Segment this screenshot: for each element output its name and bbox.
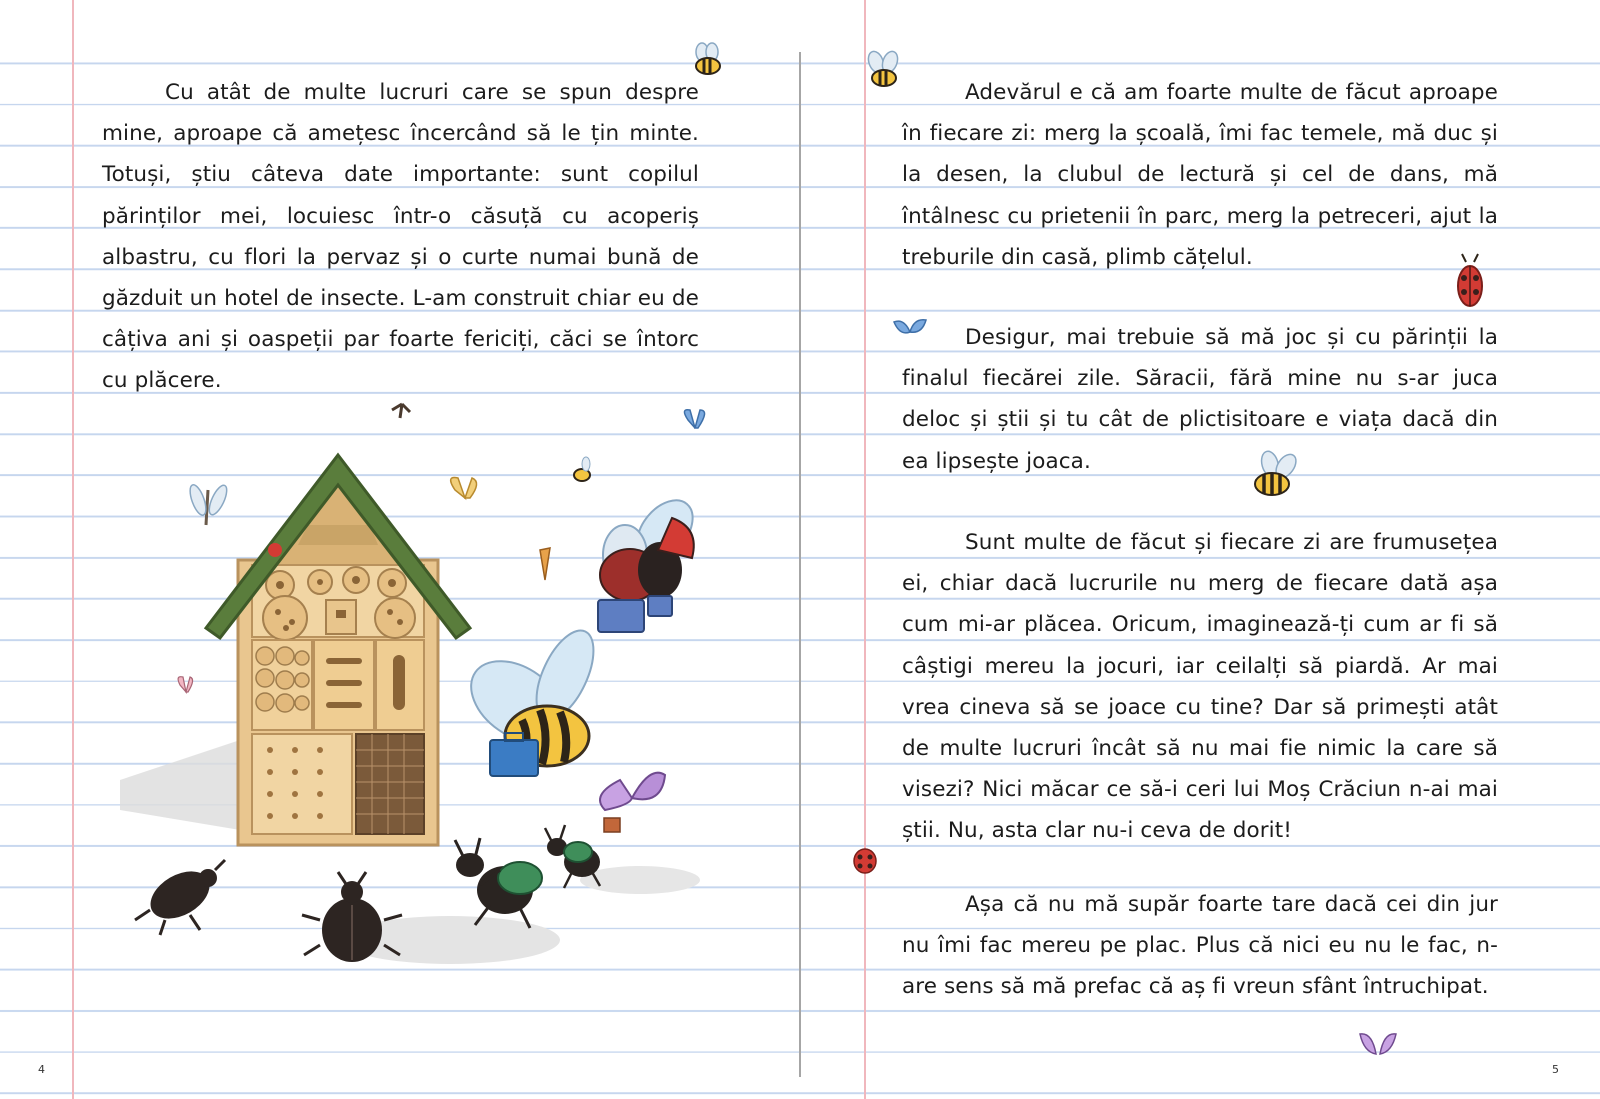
- butterfly-with-bag: [600, 773, 665, 832]
- ant-with-green-backpack: [455, 838, 542, 928]
- page-number-right: 5: [1552, 1063, 1559, 1076]
- purple-butterfly-icon: [1356, 1030, 1400, 1060]
- blue-butterfly-icon: [892, 318, 928, 342]
- right-paragraph-3: Sunt multe de făcut și fiecare zi are frumusețea ei, chiar dacă lucrurile nu merg de fiecare dată așa cum mi-ar plăcea. Oricum, imaginează-ți cum ar fi să câștigi mereu la jocuri, iar ceilalți să piardă. Ar mai vrea cineva să se joace cu tine? Dar să primești atât de multe lucruri încât să nu mai fie nimic la care să visezi? Nici măcar ce să-i ceri lui Moș Crăciun n-ai mai știi. Nu, asta clar nu-i ceva de dorit!: [902, 530, 1498, 844]
- book-gutter: [799, 52, 801, 1077]
- bee-middle-right-page: [1250, 452, 1300, 498]
- pink-butterfly-small: [178, 677, 192, 692]
- ladybug-small: [852, 845, 878, 875]
- right-paragraph-2: Desigur, mai trebuie să mă joc și cu părinții la finalul fiecărei zile. Săracii, fără mine nu s-ar juca deloc și știi și tu cât de plictisitoare e viața dacă din ea lipsește joaca.: [902, 325, 1498, 474]
- small-fly: [392, 404, 410, 418]
- bee-with-suitcase: [456, 622, 605, 776]
- small-bee: [574, 457, 590, 481]
- orange-moth: [540, 548, 550, 580]
- beetle-left: [135, 860, 225, 935]
- left-margin-line: [72, 0, 74, 1099]
- beetle-middle: [302, 872, 402, 962]
- small-moth: [451, 478, 477, 499]
- right-margin-line: [864, 0, 866, 1099]
- right-paragraph-4: Așa că nu mă supăr foarte tare dacă cei din jur nu îmi fac mereu pe plac. Plus că nici eu nu le fac, n-are sens să mă prefac că aș fi vreun sfânt întruchipat.: [902, 892, 1498, 1000]
- ladybug-with-suitcase: [598, 490, 704, 632]
- left-paragraph-1: Cu atât de multe lucruri care se spun despre mine, aproape că amețesc încercând să le țin minte. Totuși, știu câteva date importante: sunt copilul părinților mei, locuiesc într-o căsuță cu acoperiș albastru, cu flori la pervaz și o curte numai bună de găzduit un hotel de insecte. L-am construit chiar eu de câțiva ani și oaspeții par foarte fericiți, căci se întorc cu plăcere.: [102, 80, 699, 394]
- bee-top-left-page: [690, 42, 726, 78]
- insect-hotel-illustration: [120, 400, 760, 1000]
- dragonfly: [187, 483, 230, 525]
- page-number-left: 4: [38, 1063, 45, 1076]
- ladybug-right-margin: [1455, 254, 1485, 310]
- small-blue-butterfly: [684, 410, 704, 428]
- bee-top-right-page: [862, 50, 906, 90]
- insect-hotel: [206, 455, 470, 845]
- right-paragraph-1: Adevărul e că am foarte multe de făcut aproape în fiecare zi: merg la școală, îmi fac temele, mă duc și la desen, la clubul de lectură și cel de dans, mă întâlnesc cu prietenii în parc, merg la petreceri, ajut la treburile din casă, plimb cățelul.: [902, 80, 1498, 270]
